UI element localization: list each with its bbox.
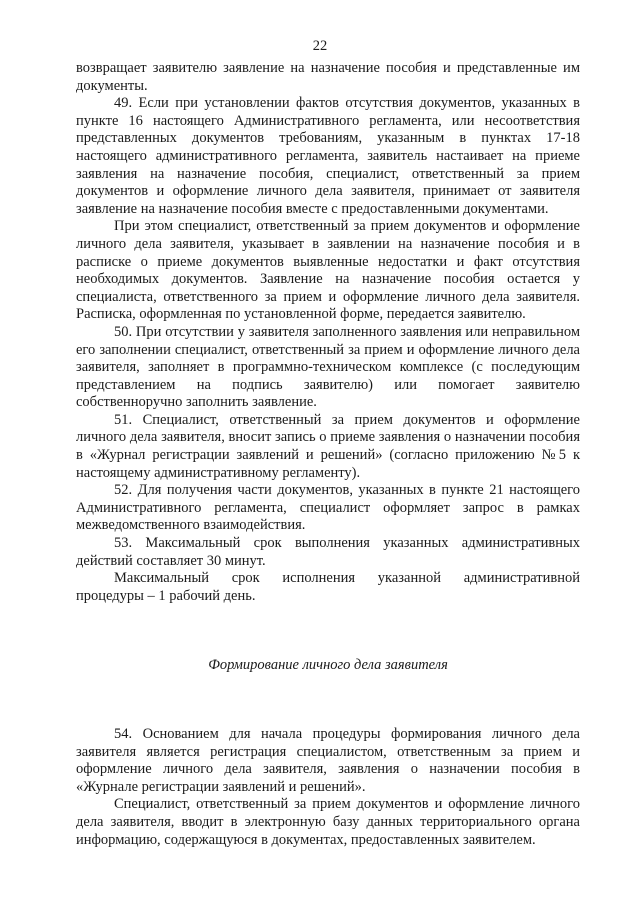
spacer <box>76 605 580 657</box>
paragraph-53: 53. Максимальный срок выполнения указанных административных действий составляет 30 минут. <box>76 535 580 569</box>
paragraph-continuation: возвращает заявителю заявление на назначение пособия и представленные им документы. <box>76 60 580 94</box>
document-body <box>76 60 580 849</box>
max-term-line-2: процедуры – 1 рабочий день. <box>76 587 256 604</box>
spacer <box>76 675 580 726</box>
paragraph-52: 52. Для получения части документов, указанных в пункте 21 настоящего Административного регламента, специалист оформляет запрос в рамках межведомственного взаимодействия. <box>76 482 580 534</box>
paragraph-51: 51. Специалист, ответственный за прием документов и оформление личного дела заявителя, вносит запись о приеме заявления о назначении пособия в «Журнал регистрации заявлений и решений» (согласно приложению №5 к настоящему административному регламенту). <box>76 411 580 481</box>
paragraph-54-note: Специалист, ответственный за прием документов и оформление личного дела заявителя, вводит в электронную базу данных территориального органа информацию, содержащуюся в документах, предоставленных заявителем. <box>76 796 580 848</box>
paragraph-54: 54. Основанием для начала процедуры формирования личного дела заявителя является регистрация специалистом, ответственным за прием и оформление личного дела заявителя, заявления о назначении пособия в «Журнале регистрации заявлений и решений». <box>76 726 580 795</box>
max-term-line-1: Максимальный срок исполнения указанной административной <box>114 570 580 587</box>
paragraph-49: 49. Если при установлении фактов отсутствия документов, указанных в пункте 16 настоящего Административного регламента, или несоответствия представленных документов требованиям, указанным в пунктах 17-18 настоящего административного регламента, заявитель настаивает на приеме заявления на назначение пособия, специалист, ответственный за прием документов и оформление личного дела заявителя, принимает от заявителя заявление на назначение пособия вместе с предоставленными документами. <box>76 95 580 217</box>
paragraph-50: 50. При отсутствии у заявителя заполненного заявления или неправильном его заполнении специалист, ответственный за прием и оформление личного дела заявителя, заполняет в программно-техническом комплексе (с последующим представлением на подпись заявителю) или помогает заявителю собственноручно заполнить заявление. <box>76 323 580 411</box>
paragraph-49-note: При этом специалист, ответственный за прием документов и оформление личного дела заявителя, указывает в заявлении на назначение пособия и в расписке о приеме документов выявленные недостатки и факт отсутствия необходимых документов. Заявление на назначение пособия остается у специалиста, ответственного за прием и оформление личного дела заявителя. Расписка, оформленная по установленной форме, передается заявителю. <box>76 218 580 323</box>
section-heading: Формирование личного дела заявителя <box>208 657 448 674</box>
page-number: 22 <box>312 38 328 54</box>
